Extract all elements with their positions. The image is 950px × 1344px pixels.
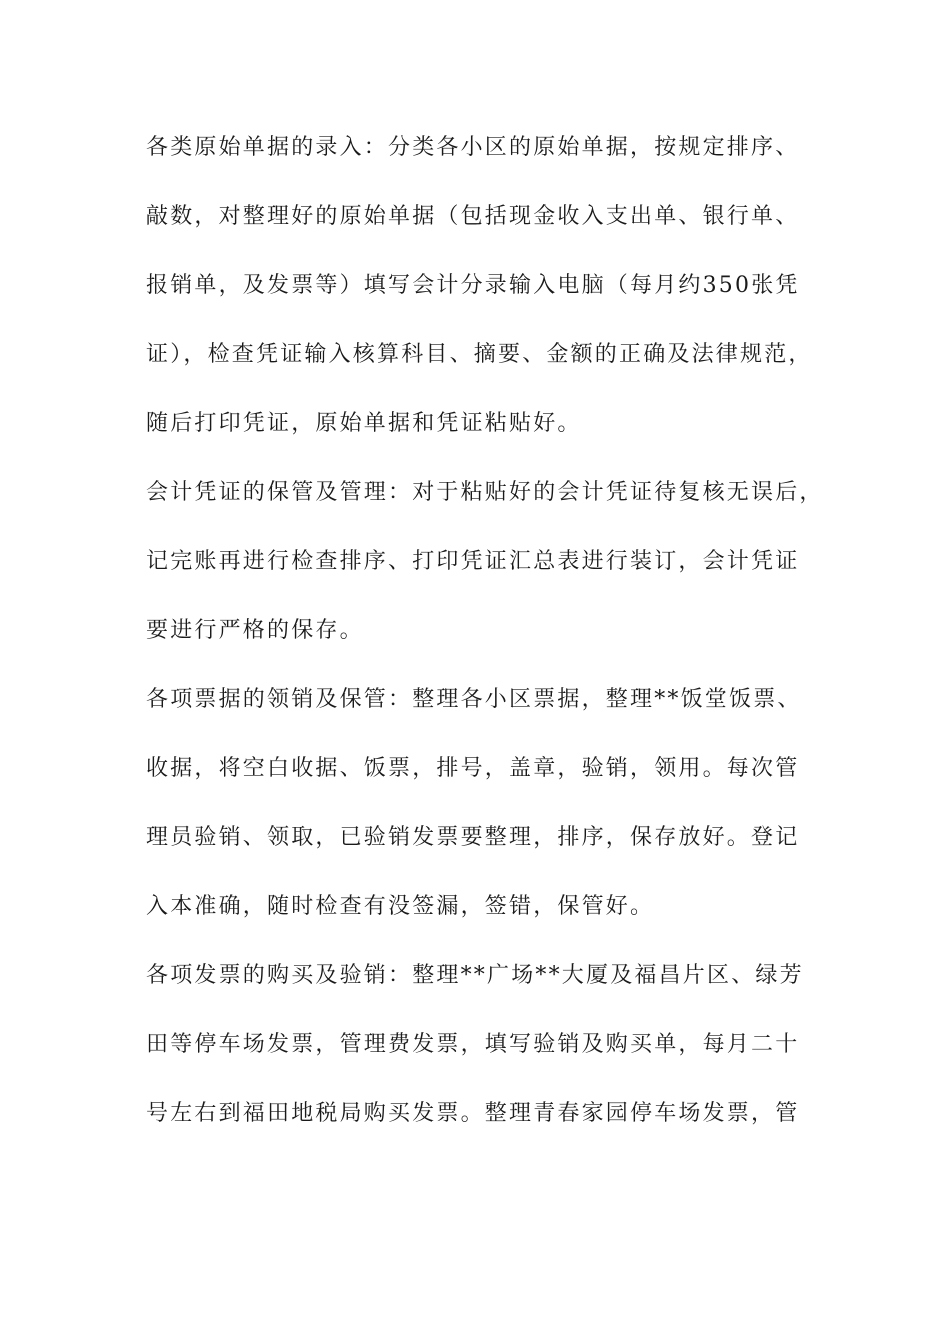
text-line: 会计凭证的保管及管理：对于粘贴好的会计凭证待复核无误后， — [146, 480, 824, 505]
text-line: 随后打印凭证，原始单据和凭证粘贴好。 — [146, 411, 582, 436]
text-line: 各项发票的购买及验销：整理**广场**大厦及福昌片区、绿芳 — [146, 963, 804, 988]
text-line: 敲数，对整理好的原始单据（包括现金收入支出单、银行单、 — [146, 204, 800, 229]
text-line: 田等停车场发票，管理费发票，填写验销及购买单，每月二十 — [146, 1032, 800, 1057]
text-line: 收据，将空白收据、饭票，排号，盖章，验销，领用。每次管 — [146, 756, 800, 781]
text-line: 各项票据的领销及保管：整理各小区票据，整理**饭堂饭票、 — [146, 687, 802, 712]
text-line: 各类原始单据的录入：分类各小区的原始单据，按规定排序、 — [146, 135, 800, 160]
text-line: 号左右到福田地税局购买发票。整理青春家园停车场发票，管 — [146, 1101, 800, 1126]
text-line: 入本准确，随时检查有没签漏，签错，保管好。 — [146, 894, 655, 919]
text-line: 要进行严格的保存。 — [146, 618, 364, 643]
document-body — [146, 128, 826, 1163]
text-line: 证），检查凭证输入核算科目、摘要、金额的正确及法律规范， — [146, 342, 813, 367]
text-line: 记完账再进行检查排序、打印凭证汇总表进行装订，会计凭证 — [146, 549, 800, 574]
text-line: 理员验销、领取，已验销发票要整理，排序，保存放好。登记 — [146, 825, 800, 850]
text-line: 报销单，及发票等）填写会计分录输入电脑（每月约350张凭 — [146, 273, 800, 298]
